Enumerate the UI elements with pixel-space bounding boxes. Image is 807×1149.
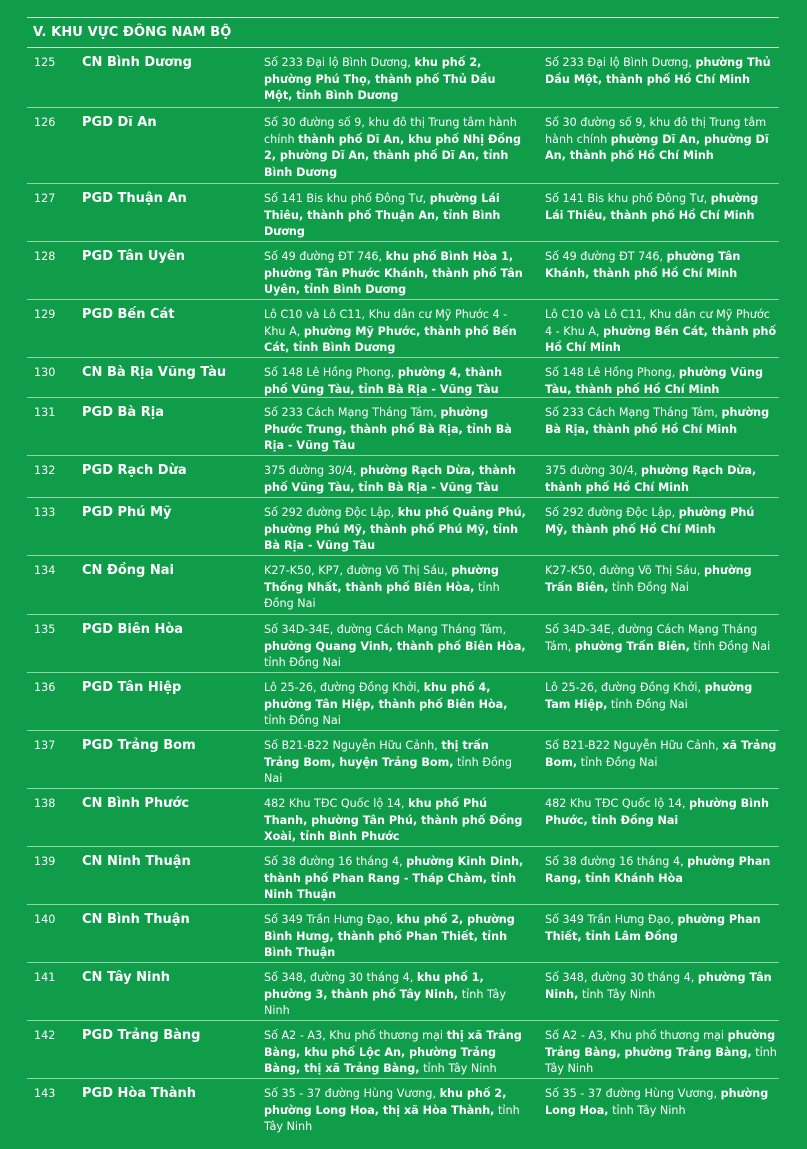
address-segment: Số 141 Bis khu phố Đông Tư, [264, 192, 430, 205]
address-segment: Số 292 đường Độc Lập, [545, 506, 679, 519]
row-number: 131 [34, 406, 56, 419]
address-segment: Số 292 đường Độc Lập, [264, 506, 398, 519]
old-address [264, 191, 526, 241]
section-top-divider [27, 17, 779, 18]
row-number: 137 [34, 739, 56, 752]
address-segment: Số 233 Cách Mạng Tháng Tám, [264, 406, 441, 419]
address-segment: phường Bến Cát, thành phố Hồ Chí Minh [545, 324, 777, 354]
address-segment: Số 34D-34E, đường Cách Mạng Tháng Tám, [264, 623, 507, 636]
table-row [27, 184, 779, 242]
address-segment: Số A2 - A3, Khu phố thương mại [264, 1029, 447, 1042]
branch-name: CN Đồng Nai [82, 563, 174, 578]
branch-name: PGD Thuận An [82, 191, 187, 206]
address-segment: Số B21-B22 Nguyễn Hữu Cảnh, [545, 739, 723, 752]
new-address [545, 563, 779, 596]
address-segment: phường Trấn Biên, [574, 639, 690, 653]
address-segment: phường Lái Thiêu, thành phố Thuận An, tỉnh Bình Dương [264, 192, 501, 238]
row-number: 133 [34, 506, 56, 519]
address-segment: khu phố 2, phường Phú Thọ, thành phố Thủ Dầu Một, tỉnh Bình Dương [264, 56, 496, 102]
address-segment: K27-K50, đường Võ Thị Sáu, [545, 564, 705, 577]
new-address [545, 680, 779, 713]
address-segment: phường Kinh Dinh, thành phố Phan Rang - Tháp Chàm, tỉnh Ninh Thuận [264, 855, 524, 901]
branch-name: PGD Tân Hiệp [82, 680, 182, 695]
table-row [27, 398, 779, 456]
row-number: 134 [34, 564, 56, 577]
new-address [545, 1028, 779, 1078]
old-address [264, 796, 526, 846]
address-segment: khu phố 2, phường Bình Hưng, thành phố Phan Thiết, tỉnh Bình Thuận [264, 913, 515, 959]
old-address [264, 1028, 526, 1078]
address-segment: tỉnh Đồng Nai [608, 580, 689, 594]
address-segment: Số 233 Đại lộ Bình Dương, [264, 56, 415, 69]
new-address [545, 738, 779, 771]
address-segment: Lô C10 và Lô C11, Khu dân cư Mỹ Phước 4 - Khu A, [545, 308, 770, 338]
table-row [27, 731, 779, 789]
row-number: 139 [34, 855, 56, 868]
address-segment: tỉnh Tây Ninh [608, 1103, 686, 1117]
address-segment: Số 38 đường 16 tháng 4, [545, 855, 688, 868]
address-segment: phường Tân Khánh, thành phố Hồ Chí Minh [545, 250, 741, 280]
section-title: V. KHU VỰC ĐÔNG NAM BỘ [33, 25, 232, 40]
address-segment: Số 148 Lê Hồng Phong, [264, 366, 398, 379]
table-row [27, 673, 779, 731]
row-number: 132 [34, 464, 56, 477]
branch-name: CN Bình Thuận [82, 912, 190, 927]
branch-name: PGD Trảng Bom [82, 738, 196, 753]
address-segment: tỉnh Đồng Nai [577, 755, 658, 769]
new-address [545, 505, 779, 538]
address-segment: tỉnh Tây Ninh [264, 987, 506, 1017]
address-segment: Số 141 Bis khu phố Đông Tư, [545, 192, 711, 205]
address-segment: thị trấn Trảng Bom, huyện Trảng Bom, [264, 739, 489, 769]
table-row [27, 358, 779, 398]
new-address [545, 854, 779, 887]
address-segment: tỉnh Tây Ninh [578, 987, 656, 1001]
address-segment: tỉnh Đồng Nai [264, 714, 341, 727]
address-segment: khu phố 1, phường 3, thành phố Tây Ninh, [264, 971, 484, 1001]
address-segment: Số 35 - 37 đường Hùng Vương, [545, 1087, 721, 1100]
old-address [264, 249, 526, 299]
table-row [27, 108, 779, 184]
address-segment: phường Bình Phước, tỉnh Đồng Nai [545, 797, 769, 827]
address-segment: K27-K50, KP7, đường Võ Thị Sáu, [264, 564, 452, 577]
branch-name: PGD Tân Uyên [82, 249, 185, 264]
old-address [264, 55, 526, 105]
branch-name: PGD Bến Cát [82, 307, 175, 322]
table-row [27, 1021, 779, 1079]
table-row [27, 556, 779, 615]
row-number: 130 [34, 366, 56, 379]
address-segment: 375 đường 30/4, [264, 464, 360, 477]
address-segment: Số 38 đường 16 tháng 4, [264, 855, 407, 868]
old-address [264, 854, 526, 904]
table-row [27, 905, 779, 963]
table-row [27, 242, 779, 300]
address-segment: khu phố Bình Hòa 1, phường Tân Phước Khánh, thành phố Tân Uyên, tỉnh Bình Dương [264, 250, 523, 296]
old-address [264, 463, 526, 496]
table-row [27, 847, 779, 905]
branch-name: PGD Dĩ An [82, 115, 157, 130]
address-segment: phường Thủ Dầu Một, thành phố Hồ Chí Minh [545, 56, 771, 86]
address-segment: khu phố Phú Thanh, phường Tân Phú, thành phố Đồng Xoài, tỉnh Bình Phước [264, 797, 523, 843]
branch-name: CN Ninh Thuận [82, 854, 191, 869]
address-segment: khu phố 2, phường Long Hoa, thị xã Hòa Thành, [264, 1087, 507, 1117]
table-row [27, 300, 779, 358]
new-address [545, 970, 779, 1003]
address-segment: thị xã Trảng Bàng, khu phố Lộc An, phường Trảng Bàng, thị xã Trảng Bàng, [264, 1029, 522, 1075]
address-segment: Số 348, đường 30 tháng 4, [264, 971, 417, 984]
row-number: 136 [34, 681, 56, 694]
row-number: 143 [34, 1087, 56, 1100]
old-address [264, 365, 526, 398]
address-segment: phường Mỹ Phước, thành phố Bến Cát, tỉnh Bình Dương [264, 324, 517, 354]
address-segment: phường 4, thành phố Vũng Tàu, tỉnh Bà Rịa - Vũng Tàu [264, 366, 503, 396]
new-address [545, 249, 779, 282]
row-number: 125 [34, 56, 56, 69]
address-segment: phường Quang Vinh, thành phố Biên Hòa, [264, 639, 526, 653]
address-segment: Số 49 đường ĐT 746, [545, 250, 667, 263]
address-segment: phường Phan Rang, tỉnh Khánh Hòa [545, 855, 771, 885]
old-address [264, 738, 526, 788]
address-segment: Số 30 đường số 9, khu đô thị Trung tâm hành chính [264, 116, 517, 146]
new-address [545, 796, 779, 829]
new-address [545, 405, 779, 438]
address-segment: phường Thống Nhất, thành phố Biên Hòa, [264, 564, 499, 594]
new-address [545, 307, 779, 357]
branch-name: CN Tây Ninh [82, 970, 170, 985]
address-segment: phường Rạch Dừa, thành phố Vũng Tàu, tỉnh Bà Rịa - Vũng Tàu [264, 464, 516, 494]
old-address [264, 1086, 526, 1136]
branch-name: PGD Bà Rịa [82, 405, 164, 420]
new-address [545, 191, 779, 224]
address-segment: khu phố Quảng Phú, phường Phú Mỹ, thành phố Phú Mỹ, tỉnh Bà Rịa - Vũng Tàu [264, 506, 526, 552]
old-address [264, 505, 526, 555]
table-row [27, 615, 779, 673]
old-address [264, 405, 526, 455]
address-segment: thành phố Dĩ An, khu phố Nhị Đồng 2, phường Dĩ An, thành phố Dĩ An, tỉnh Bình Dương [264, 132, 522, 179]
address-segment: xã Trảng Bom, [545, 739, 777, 769]
old-address [264, 307, 526, 357]
row-number: 126 [34, 116, 56, 129]
address-segment: khu phố 4, phường Tân Hiệp, thành phố Biên Hòa, [264, 681, 508, 711]
branch-name: CN Bình Dương [82, 55, 192, 70]
table-row [27, 456, 779, 498]
old-address [264, 912, 526, 962]
branch-name: PGD Rạch Dừa [82, 463, 187, 478]
new-address [545, 1086, 779, 1119]
address-segment: Số 233 Cách Mạng Tháng Tám, [545, 406, 722, 419]
address-segment: phường Phước Trung, thành phố Bà Rịa, tỉnh Bà Rịa - Vũng Tàu [264, 406, 512, 452]
address-segment: tỉnh Đồng Nai [264, 580, 500, 610]
row-number: 135 [34, 623, 56, 636]
address-segment: phường Long Hoa, [545, 1087, 769, 1117]
address-segment: tỉnh Tây Ninh [419, 1062, 497, 1075]
branch-name: PGD Hòa Thành [82, 1086, 197, 1101]
branch-name: CN Bà Rịa Vũng Tàu [82, 365, 227, 380]
new-address [545, 463, 779, 496]
old-address [264, 115, 526, 181]
row-number: 141 [34, 971, 56, 984]
row-number: 129 [34, 308, 56, 321]
new-address [545, 912, 779, 945]
address-segment: tỉnh Tây Ninh [545, 1045, 777, 1075]
address-segment: Lô C10 và Lô C11, Khu dân cư Mỹ Phước 4 - Khu A, [264, 308, 508, 338]
address-segment: phường Rạch Dừa, thành phố Hồ Chí Minh [545, 464, 757, 494]
address-segment: phường Lái Thiêu, thành phố Hồ Chí Minh [545, 192, 759, 222]
address-segment: tỉnh Đồng Nai [264, 656, 341, 669]
address-segment: Số 34D-34E, đường Cách Mạng Tháng Tám, [545, 623, 758, 653]
table-row [27, 48, 779, 108]
branch-name: PGD Trảng Bàng [82, 1028, 201, 1043]
old-address [264, 970, 526, 1020]
new-address [545, 115, 779, 165]
address-segment: tỉnh Đồng Nai [264, 755, 512, 785]
branch-name: PGD Biên Hòa [82, 622, 184, 637]
row-number: 138 [34, 797, 56, 810]
table-row [27, 1079, 779, 1136]
address-segment: 375 đường 30/4, [545, 464, 641, 477]
address-segment: Số 348, đường 30 tháng 4, [545, 971, 698, 984]
address-segment: phường Trấn Biên, [545, 564, 752, 594]
address-segment: Số 148 Lê Hồng Phong, [545, 366, 679, 379]
new-address [545, 622, 779, 655]
address-segment: Số 349 Trần Hưng Đạo, [264, 913, 397, 926]
table-row [27, 963, 779, 1021]
old-address [264, 563, 526, 613]
branch-table [27, 48, 779, 1136]
address-segment: phường Tam Hiệp, [545, 681, 753, 711]
branch-name: CN Bình Phước [82, 796, 190, 811]
address-segment: Số 349 Trần Hưng Đạo, [545, 913, 678, 926]
address-segment: Lô 25-26, đường Đồng Khởi, [264, 681, 424, 694]
address-segment: tỉnh Tây Ninh [264, 1103, 520, 1133]
address-segment: Số 30 đường số 9, khu đô thị Trung tâm hành chính [545, 116, 767, 146]
address-segment: 482 Khu TĐC Quốc lộ 14, [545, 797, 690, 810]
address-segment: 482 Khu TĐC Quốc lộ 14, [264, 797, 409, 810]
row-number: 127 [34, 192, 56, 205]
address-segment: Số A2 - A3, Khu phố thương mại [545, 1029, 728, 1042]
address-segment: phường Dĩ An, phường Dĩ An, thành phố Hồ Chí Minh [545, 132, 769, 162]
old-address [264, 622, 526, 672]
address-segment: phường Phú Mỹ, thành phố Hồ Chí Minh [545, 506, 755, 536]
address-segment: Số 233 Đại lộ Bình Dương, [545, 56, 696, 69]
old-address [264, 680, 526, 730]
address-segment: Số 35 - 37 đường Hùng Vương, [264, 1087, 440, 1100]
address-segment: phường Phan Thiết, tỉnh Lâm Đồng [545, 913, 761, 943]
branch-name: PGD Phú Mỹ [82, 505, 172, 520]
table-row [27, 498, 779, 556]
address-segment: phường Trảng Bàng, phường Trảng Bàng, [545, 1029, 776, 1059]
address-segment: Lô 25-26, đường Đồng Khởi, [545, 681, 705, 694]
row-number: 140 [34, 913, 56, 926]
address-segment: phường Bà Rịa, thành phố Hồ Chí Minh [545, 406, 770, 436]
address-segment: tỉnh Đồng Nai [689, 639, 771, 653]
address-segment: phường Vũng Tàu, thành phố Hồ Chí Minh [545, 366, 763, 396]
address-segment: phường Tân Ninh, [545, 971, 772, 1001]
new-address [545, 365, 779, 398]
new-address [545, 55, 779, 88]
address-segment: tỉnh Đồng Nai [607, 697, 688, 711]
address-segment: Số 49 đường ĐT 746, [264, 250, 386, 263]
address-segment: Số B21-B22 Nguyễn Hữu Cảnh, [264, 739, 442, 752]
table-row [27, 789, 779, 847]
row-number: 128 [34, 250, 56, 263]
row-number: 142 [34, 1029, 56, 1042]
